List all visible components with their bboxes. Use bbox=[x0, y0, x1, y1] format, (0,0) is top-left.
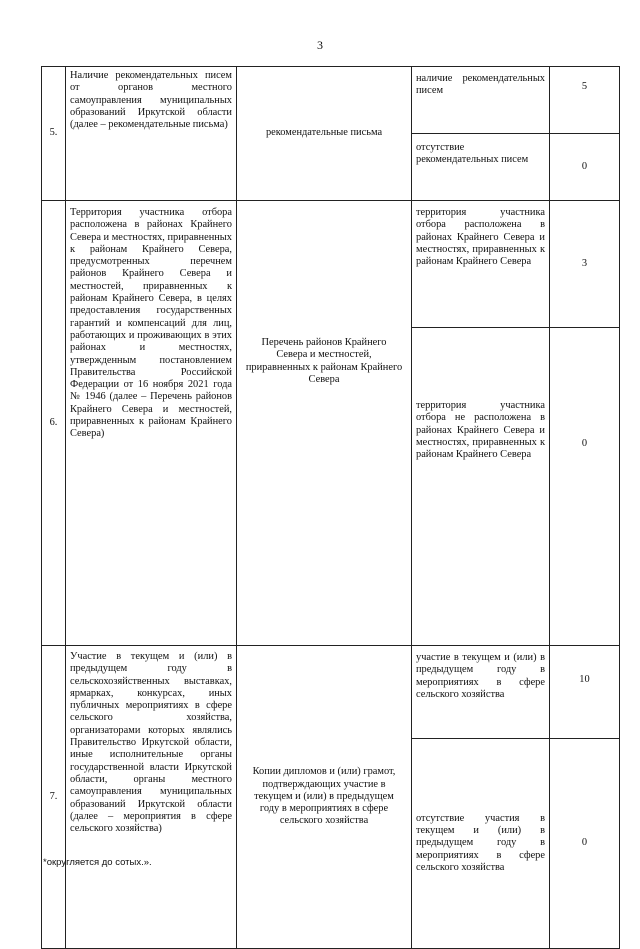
criteria-table bbox=[41, 66, 620, 949]
criterion-cell: Наличие рекомендательных писем от органов местного самоуправления муниципальных образований Иркутской области (далее – рекомендательные письма) bbox=[66, 67, 237, 201]
row-number: 5. bbox=[42, 67, 66, 201]
footnote: *округляется до сотых.». bbox=[43, 857, 152, 868]
score-cell: 0 bbox=[550, 739, 620, 949]
criterion-cell: Участие в текущем и (или) в предыдущем году в сельскохозяйственных выставках, ярмарках, конкурсах, иных публичных мероприятиях в сфере сельского хозяйства, организаторами которых являлись Правительство Иркутской области, иные исполнительные органы государственной власти Иркутской области, органы местного самоуправления муниципальных образований Иркутской области (далее – мероприятия в сфере сельского хозяйства) bbox=[66, 646, 237, 949]
score-cell: 3 bbox=[550, 201, 620, 328]
row-number: 6. bbox=[42, 201, 66, 646]
table-row bbox=[42, 646, 620, 739]
document-cell: Копии дипломов и (или) грамот, подтверждающих участие в текущем и (или) в предыдущем году в мероприятиях в сфере сельского хозяйства bbox=[237, 646, 412, 949]
score-cell: 10 bbox=[550, 646, 620, 739]
table-row bbox=[42, 201, 620, 328]
table-row bbox=[42, 67, 620, 134]
condition-cell: территория участника отбора расположена в районах Крайнего Севера и местностях, приравненных к районам Крайнего Севера bbox=[412, 201, 550, 328]
condition-cell: территория участника отбора не расположена в районах Крайнего Севера и местностях, приравненных к районам Крайнего Севера bbox=[412, 328, 550, 646]
row-number: 7. bbox=[42, 646, 66, 949]
score-cell: 0 bbox=[550, 328, 620, 646]
document-cell: рекомендательные письма bbox=[237, 67, 412, 201]
condition-cell: участие в текущем и (или) в предыдущем году в мероприятиях в сфере сельского хозяйства bbox=[412, 646, 550, 739]
condition-cell: наличие рекомендательных писем bbox=[412, 67, 550, 134]
condition-cell: отсутствие участия в текущем и (или) в предыдущем году в мероприятиях в сфере сельского хозяйства bbox=[412, 739, 550, 949]
condition-cell: отсутствие рекомендательных писем bbox=[412, 134, 550, 201]
criterion-cell: Территория участника отбора расположена в районах Крайнего Севера и местностях, приравненных к районам Крайнего Севера, предусмотренных перечнем районов Крайнего Севера и местностей, приравненных к районам Крайнего Севера, в целях предоставления государственных гарантий и компенсаций для лиц, работающих и проживающих в этих районах и местностях, утвержденным постановлением Правительства Российской Федерации от 16 ноября 2021 года № 1946 (далее – Перечень районов Крайнего Севера и местностей, приравненных к районам Крайнего Севера) bbox=[66, 201, 237, 646]
score-cell: 5 bbox=[550, 67, 620, 134]
score-cell: 0 bbox=[550, 134, 620, 201]
page-number: 3 bbox=[317, 38, 323, 52]
document-cell: Перечень районов Крайнего Севера и местностей, приравненных к районам Крайнего Севера bbox=[237, 201, 412, 646]
